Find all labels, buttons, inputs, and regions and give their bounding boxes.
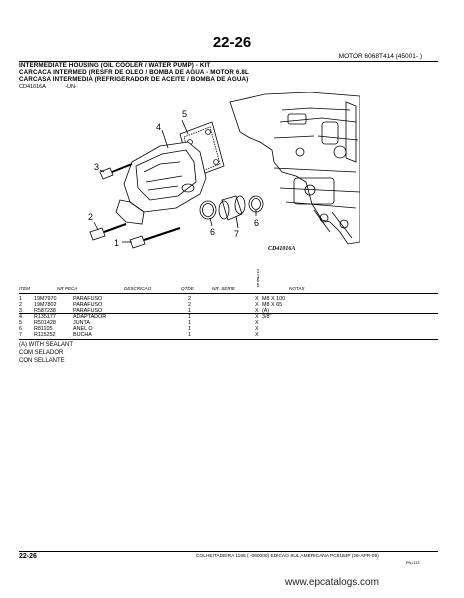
footer-rule — [19, 551, 438, 552]
note-english: (A) WITH SEALANT — [19, 342, 74, 348]
table-row: 4 R135177 ADAPTADOR 1 X 3/8" — [19, 314, 272, 320]
table-header-rule — [19, 293, 438, 294]
title-portuguese: CARCACA INTERMED (RESFR DE OLEO / BOMBA DE AGUA - MOTOR 6.8L — [19, 69, 249, 76]
table-row: 7 R115252 BUCHA 1 X — [19, 332, 259, 338]
serial-range-header: 1 1 6 5 — [256, 269, 260, 289]
callout-7: 7 — [234, 229, 240, 239]
header-description: DESCRICAO — [124, 286, 152, 291]
engine-block-outline — [230, 92, 360, 244]
page-title: 22-26 — [212, 34, 252, 51]
table-row: 6 R81105 ANEL O 1 X — [19, 326, 259, 332]
figure-reference-id: CD41016A — [19, 84, 46, 90]
unit-label: -UN- — [65, 84, 77, 90]
footer-code: PN=113 — [406, 561, 420, 565]
header-part-number: NR PECA — [57, 286, 78, 291]
header-item: ITEM — [19, 286, 30, 291]
note-spanish: CON SELLANTE — [19, 358, 65, 364]
figure-reference — [19, 84, 77, 90]
callout-5: 5 — [182, 109, 188, 119]
callout-6b: 6 — [254, 218, 260, 228]
figure-caption: CD41016A — [268, 246, 296, 252]
footer-publication: COLHEITADEIRA 1165 ( -060000) EDICAO SUL AMERICANA PC8184P (29-APR-09) — [196, 554, 379, 559]
title-spanish: CARCASA INTERMEDIA (REFRIGERADOR DE ACEITE / BOMBA DE AGUA) — [19, 76, 249, 83]
watermark-link[interactable]: www.epcatalogs.com — [285, 577, 379, 588]
engine-model: MOTOR 6068T414 (45001- ) — [338, 53, 422, 60]
table-row: 5 R501428 JUNTA 1 X — [19, 320, 259, 326]
note-portuguese: COM SELADOR — [19, 350, 64, 356]
header-serial: NR. SERIE — [212, 286, 235, 291]
exploded-view-illustration — [60, 92, 360, 260]
callout-4: 4 — [156, 122, 162, 132]
table-bottom-rule — [19, 339, 438, 340]
housing-outline — [124, 142, 206, 212]
footer-page-number: 22-26 — [19, 553, 37, 560]
header-notes: NOTAS — [289, 286, 305, 291]
callout-3: 3 — [94, 162, 100, 172]
table-row: 1 19M7970 PARAFUSO 2 X M8 X 100 — [19, 296, 286, 302]
callout-2: 2 — [88, 212, 94, 222]
header-quantity: QTDE — [181, 286, 194, 291]
callout-6: 6 — [210, 227, 216, 237]
table-row: 3 R587238 PARAFUSO 1 X (A) — [19, 308, 270, 314]
table-row: 2 19M7802 PARAFUSO 2 X M8 X 65 — [19, 302, 283, 308]
bushing-outline — [222, 196, 242, 220]
title-english: INTERMEDIATE HOUSING (OIL COOLER / WATER PUMP) - KIT — [19, 62, 211, 69]
callout-1: 1 — [114, 238, 120, 248]
